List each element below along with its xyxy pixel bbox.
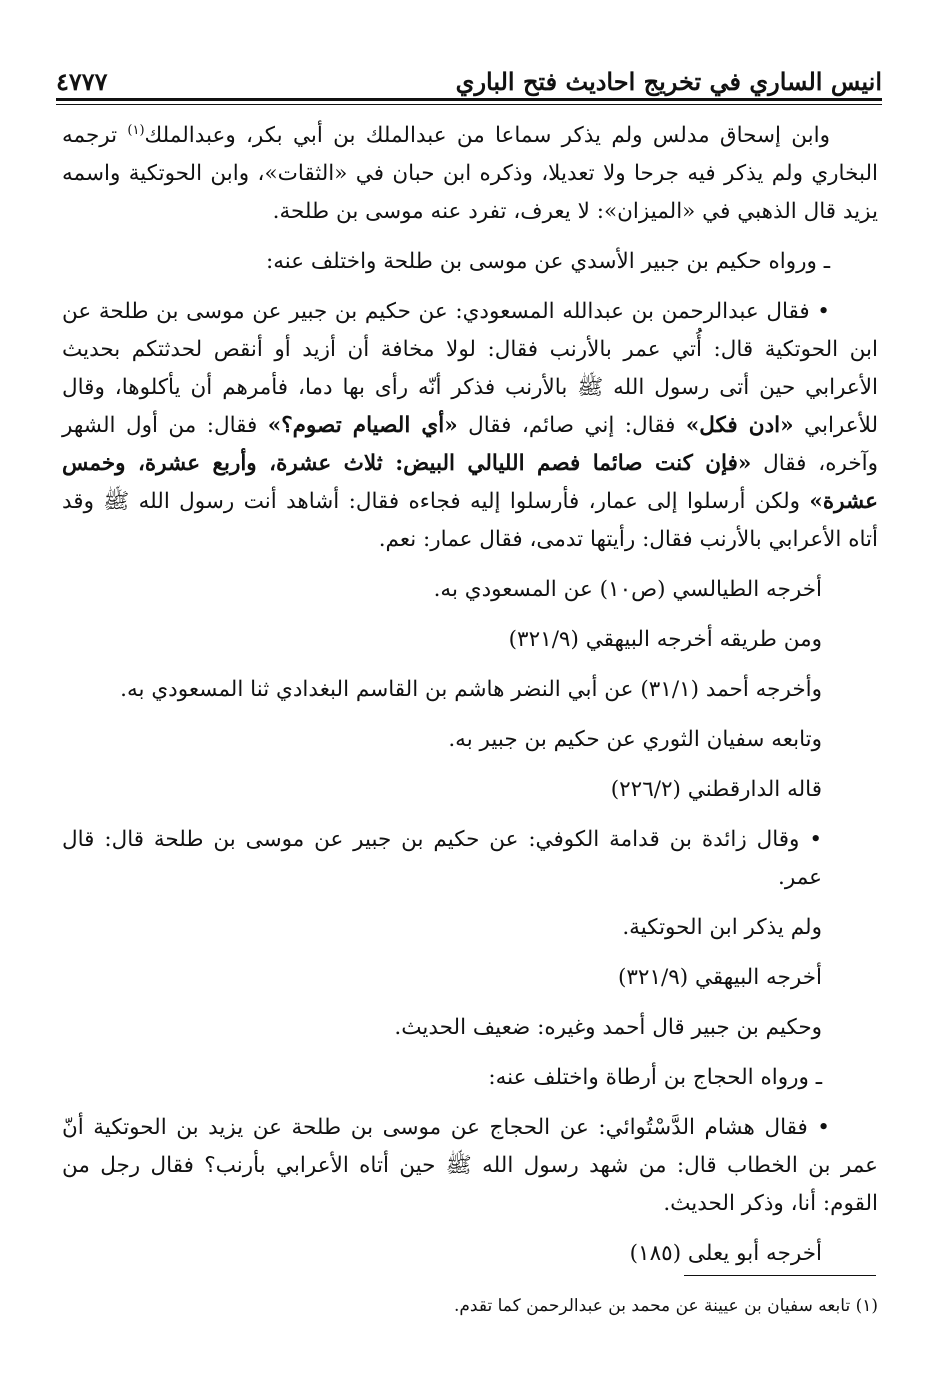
footnote-reference: (١): [127, 123, 145, 138]
citation: أخرجه أبو يعلى (١٨٥): [629, 1241, 822, 1267]
header-rule-thick: [56, 98, 882, 101]
footnote-separator: [684, 1275, 876, 1276]
page-header: [56, 52, 882, 96]
citation: ومن طريقه أخرجه البيهقي (٣٢١/٩): [508, 627, 822, 653]
hadith-quote: «أي الصيام تصوم؟»: [267, 413, 458, 439]
book-title: انيس الساري في تخريج احاديث فتح الباري: [455, 67, 882, 96]
citation: وتابعه سفيان الثوري عن حكيم بن جبير به.: [448, 727, 822, 753]
citation: وحكيم بن جبير قال أحمد وغيره: ضعيف الحديث.: [394, 1015, 822, 1041]
header-rule-thin: [56, 104, 882, 105]
hadith-quote: «فإن كنت صائما فصم الليالي البيض: ثلاث عشرة، وأربع عشرة، وخمس عشرة»: [62, 451, 878, 515]
citation: قاله الدارقطني (٢٢٦/٢): [610, 777, 822, 803]
paragraph: وابن إسحاق مدلس ولم يذكر سماعا من عبدالملك بن أبي بكر، وعبدالملك$^{(١)}$ ترجمه البخاري ولم يذكر فيه جرحا ولا تعديلا، وذكره ابن حبان في «الثقات»، وابن الحوتكية واسمه يزيد قال الذهبي في «الميزان»: لا يعرف، تفرد عنه موسى بن طلحة.: [62, 123, 878, 225]
citation: ولم يذكر ابن الحوتكية.: [622, 915, 822, 941]
citation: أخرجه الطيالسي (ص١٠) عن المسعودي به.: [433, 577, 822, 603]
paragraph: ـ ورواه حكيم بن جبير الأسدي عن موسى بن طلحة واختلف عنه:: [266, 249, 830, 275]
citation: وأخرجه أحمد (٣١/١) عن أبي النضر هاشم بن القاسم البغدادي ثنا المسعودي به.: [120, 677, 822, 703]
paragraph: • فقال هشام الدَّسْتُوائي: عن الحجاج عن موسى بن طلحة عن يزيد بن الحوتكية أنّ عمر بن الخطاب قال: من شهد رسول الله ﷺ حين أتاه الأعرابي بأرنب؟ فقال رجل من القوم: أنا، وذكر الحديث.: [62, 1115, 878, 1217]
paragraph: • فقال عبدالرحمن بن عبدالله المسعودي: عن حكيم بن جبير عن موسى بن طلحة عن ابن الحوتكية قال: أُتي عمر بالأرنب فقال: لولا مخافة أن أزيد أو أنقص لحدثتكم بحديث الأعرابي حين أتى رسول الله ﷺ بالأرنب فذكر أنّه رأى بها دما، فأمرهم أن يأكلوها، وقال للأعرابي «ادن فكل» فقال: إني صائم، فقال «أي الصيام تصوم؟» فقال: من أول الشهر وآخره، فقال «فإن كنت صائما فصم الليالي البيض: ثلاث عشرة، وأربع عشرة، وخمس عشرة» ولكن أرسلوا إلى عمار، فأرسلوا إليه فجاءه فقال: أشاهد أنت رسول الله ﷺ وقد أتاه الأعرابي بالأرنب فقال: رأيتها تدمى، فقال عمار: نعم.: [62, 299, 878, 553]
hadith-quote: «ادن فكل»: [685, 413, 794, 439]
page-number: ٤٧٧٧: [56, 67, 108, 96]
footnote: (١) تابعه سفيان بن عيينة عن محمد بن عبدالرحمن كما تقدم.: [454, 1296, 878, 1316]
paragraph: ـ ورواه الحجاج بن أرطاة واختلف عنه:: [488, 1065, 822, 1091]
main-text: [62, 112, 878, 1273]
citation: أخرجه البيهقي (٣٢١/٩): [617, 965, 822, 991]
paragraph: • وقال زائدة بن قدامة الكوفي: عن حكيم بن جبير عن موسى بن طلحة قال: قال عمر.: [62, 827, 822, 891]
